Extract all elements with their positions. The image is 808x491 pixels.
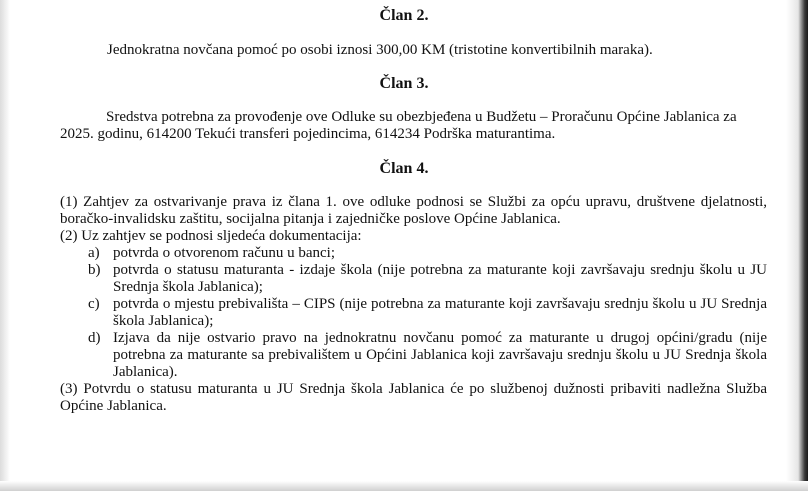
list-item-a-label: a) xyxy=(88,245,100,261)
page-right-edge xyxy=(786,0,808,491)
clan-2-text: Jednokratna novčana pomoć po osobi iznosi 300,00 KM (tristotine konvertibilnih maraka). xyxy=(107,42,653,58)
clan-3-line-2: 2025. godinu, 614200 Tekući transferi pojedincima, 614234 Podrška maturantima. xyxy=(60,126,556,142)
list-item-c-line-1: potvrda o mjestu prebivališta – CIPS (nije potrebna za maturante koji završavaju srednju školu u JU Srednja xyxy=(113,296,767,312)
list-item-c-label: c) xyxy=(88,296,100,312)
clan-3-heading: Član 3. xyxy=(379,75,429,92)
clan-4-paragraph-1-line-2: boračko-invalidsku zaštitu, socijalna pitanja i zajedničke poslove Općine Jablanica. xyxy=(60,211,561,227)
clan-4-paragraph-3-line-1: (3) Potvrdu o statusu maturanta u JU Srednja škola Jablanica će po službenoj dužnosti pribaviti nadležna Služba xyxy=(60,381,767,397)
list-item-d-label: d) xyxy=(88,330,101,346)
list-item-d-line-1: Izjava da nije ostvario pravo na jednokratnu novčanu pomoć za maturante u drugoj općini/gradu (nije xyxy=(113,330,767,346)
clan-4-paragraph-1-line-1: (1) Zahtjev za ostvarivanje prava iz člana 1. ove odluke podnosi se Službi za opću upravu, društvene djelatnosti, xyxy=(60,194,767,210)
page-bottom-edge xyxy=(0,481,808,491)
clan-3-line-1: Sredstva potrebna za provođenje ove Odluke su obezbjeđena u Budžetu – Proračunu Općine Jablanica za xyxy=(106,109,737,125)
page-left-shadow xyxy=(0,0,10,491)
list-item-b-line-2: Srednja škola Jablanica); xyxy=(113,279,263,295)
list-item-c-line-2: škola Jablanica); xyxy=(113,313,214,329)
list-item-d-line-2: potrebna za maturante sa prebivalištem u Općini Jablanica koji završavaju srednju školu u JU Srednja škola xyxy=(113,347,767,363)
list-item-b-line-1: potvrda o statusu maturanta - izdaje škola (nije potrebna za maturante koji završavaju srednju školu u JU xyxy=(113,262,767,278)
clan-4-paragraph-3-line-2: Općine Jablanica. xyxy=(60,398,167,414)
clan-4-heading: Član 4. xyxy=(379,160,429,177)
list-item-b-label: b) xyxy=(88,262,101,278)
list-item-a-text: potvrda o otvorenom računu u banci; xyxy=(113,245,336,261)
clan-4-paragraph-2-intro: (2) Uz zahtjev se podnosi sljedeća dokumentacija: xyxy=(60,228,362,244)
clan-2-heading: Član 2. xyxy=(379,7,429,24)
list-item-d-line-3: Jablanica). xyxy=(113,364,178,380)
